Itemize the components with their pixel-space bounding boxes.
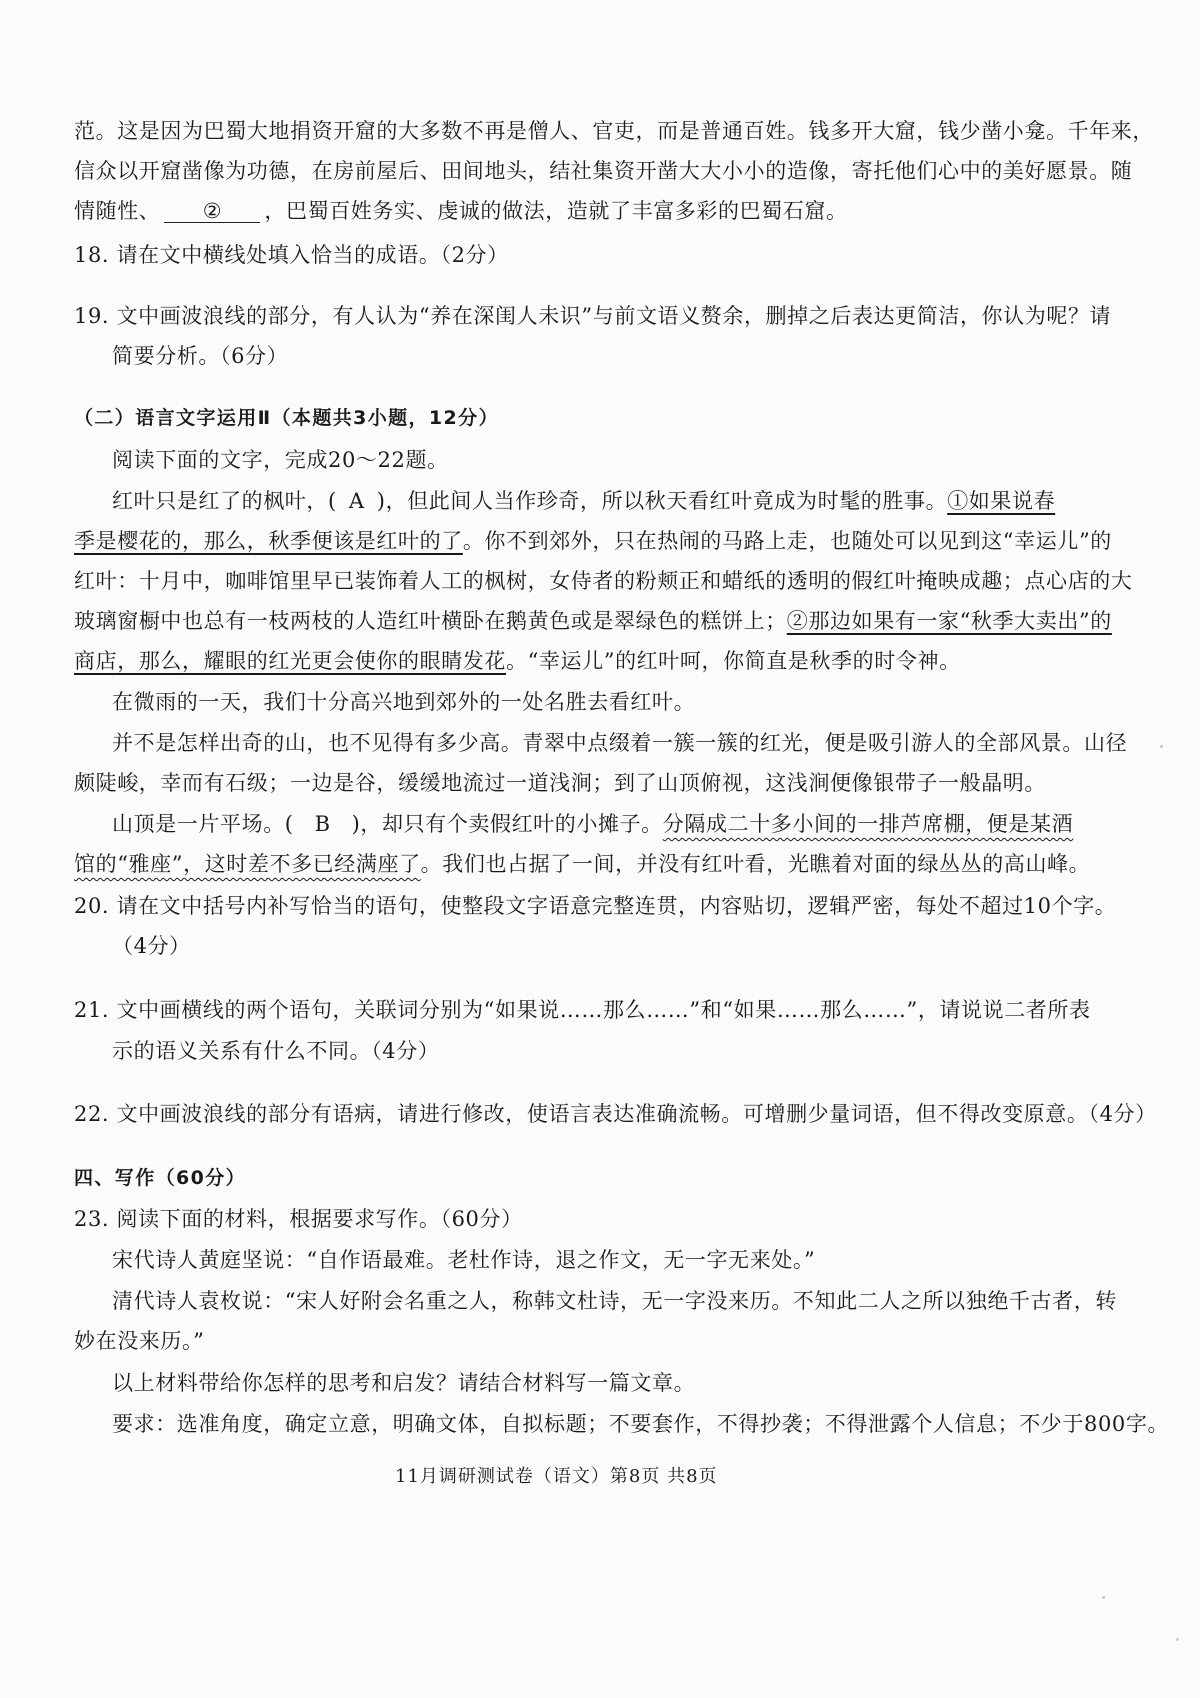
passage-line-1: 范。这是因为巴蜀大地捐资开窟的大多数不再是僧人、官吏，而是普通百姓。钱多开大窟，钱少凿小龛。千年来， [74, 119, 1154, 143]
reading-p1-line-2 [74, 527, 1112, 555]
section-4-heading: 四、写作（60分） [74, 1167, 247, 1189]
writing-requirements: 要求：选准角度，确定立意，明确文体，自拟标题；不要套作，不得抄袭；不得泄露个人信息；不少于800字。 [112, 1412, 1170, 1436]
question-21-line-2: 示的语义关系有什么不同。（4分） [112, 1039, 440, 1063]
page-footer: 11月调研测试卷（语文）第8页 共8页 [395, 1466, 718, 1487]
passage-line-2: 信众以开窟凿像为功德，在房前屋后、田间地头，结社集资开凿大大小小的造像，寄托他们心中的美好愿景。随 [74, 159, 1133, 183]
reading-p1-line-5 [74, 647, 961, 675]
scan-speck [1160, 745, 1163, 748]
question-19-line-1: 19. 文中画波浪线的部分，有人认为“养在深闺人未识”与前文语义赘余，删掉之后表达更简洁，你认为呢？请 [74, 304, 1112, 328]
question-22: 22. 文中画波浪线的部分有语病，请进行修改，使语言表达准确流畅。可增删少量词语，但不得改变原意。（4分） [74, 1102, 1157, 1126]
reading-p1-l5-b: 。“幸运儿”的红叶呵，你简直是秋季的时令神。 [506, 649, 961, 673]
idiom-blank-2: ② [164, 200, 260, 223]
material-quote-2-line-1: 清代诗人袁枚说：“宋人好附会名重之人，称韩文杜诗，无一字没来历。不知此二人之所以独绝千古者，转 [112, 1289, 1117, 1313]
question-23: 23. 阅读下面的材料，根据要求写作。（60分） [74, 1207, 523, 1231]
scan-speck [1102, 1596, 1105, 1599]
blank-marker-a: A [348, 489, 365, 513]
reading-p4-l1-a: 山顶是一片平场。( [112, 812, 294, 836]
reading-p4-l1-b: )，却只有个卖假红叶的小摊子。 [351, 812, 663, 836]
question-21-line-1: 21. 文中画横线的两个语句，关联词分别为“如果说……那么……”和“如果……那么……”，请说说二者所表 [74, 998, 1091, 1022]
section-2-instruction: 阅读下面的文字，完成20～22题。 [112, 448, 449, 472]
reading-p1-l2-b: 。你不到郊外，只在热闹的马路上走，也随处可以见到这“幸运儿”的 [462, 529, 1112, 553]
passage-line-3 [74, 197, 848, 225]
underlined-sentence-1-start: ①如果说春 [947, 489, 1056, 513]
question-20-line-1: 20. 请在文中括号内补写恰当的语句，使整段文字语意完整连贯，内容贴切，逻辑严密，每处不超过10个字。 [74, 894, 1117, 918]
reading-p1-l1-a: 红叶只是红了的枫叶，( [112, 489, 337, 513]
wavy-sentence-end: 馆的“雅座”，这时差不多已经满座了 [74, 852, 421, 876]
question-18: 18. 请在文中横线处填入恰当的成语。（2分） [74, 243, 509, 267]
passage-line-3-pre: 情随性、 [74, 199, 161, 223]
reading-p1-line-3: 红叶：十月中，咖啡馆里早已装饰着人工的枫树，女侍者的粉颊正和蜡纸的透明的假红叶掩映成趣；点心店的大 [74, 569, 1133, 593]
underlined-sentence-1-end: 季是樱花的，那么，秋季便该是红叶的了 [74, 529, 463, 553]
section-2-heading: （二）语言文字运用Ⅱ（本题共3小题，12分） [74, 407, 499, 429]
scan-speck [1176, 1638, 1179, 1641]
reading-p4-line-2 [74, 850, 1090, 878]
passage-line-3-post: ，巴蜀百姓务实、虔诚的做法，造就了丰富多彩的巴蜀石窟。 [264, 199, 848, 223]
reading-p2: 在微雨的一天，我们十分高兴地到郊外的一处名胜去看红叶。 [112, 690, 696, 714]
blank-marker-b: B [314, 812, 331, 836]
underlined-sentence-2-start: ②那边如果有一家“秋季大卖出”的 [786, 609, 1112, 633]
reading-p1-line-1 [112, 487, 1055, 515]
writing-prompt: 以上材料带给你怎样的思考和启发？请结合材料写一篇文章。 [112, 1371, 696, 1395]
reading-p4-l2-b: 。我们也占据了一间，并没有红叶看，光瞧着对面的绿丛丛的高山峰。 [420, 852, 1091, 876]
question-20-line-2: （4分） [112, 934, 191, 958]
material-quote-1: 宋代诗人黄庭坚说：“自作语最难。老杜作诗，退之作文，无一字无来处。” [112, 1248, 816, 1272]
question-19-line-2: 简要分析。（6分） [112, 344, 289, 368]
underlined-sentence-2-end: 商店，那么，耀眼的红光更会使你的眼睛发花 [74, 649, 506, 673]
reading-p3-line-1: 并不是怎样出奇的山，也不见得有多少高。青翠中点缀着一簇一簇的红光，便是吸引游人的全部风景。山径 [112, 731, 1128, 755]
reading-p3-line-2: 颇陡峻，幸而有石级；一边是谷，缓缓地流过一道浅涧；到了山顶俯视，这浅涧便像银带子一般晶明。 [74, 771, 1046, 795]
reading-p4-line-1 [112, 810, 1073, 838]
material-quote-2-line-2: 妙在没来历。” [74, 1329, 205, 1353]
reading-p1-l1-b: )，但此间人当作珍奇，所以秋天看红叶竟成为时髦的胜事。 [376, 489, 948, 513]
wavy-sentence-start: 分隔成二十多小间的一排芦席棚，便是某酒 [662, 812, 1074, 836]
reading-p1-line-4 [74, 607, 1112, 635]
reading-p1-l4-a: 玻璃窗橱中也总有一枝两枝的人造红叶横卧在鹅黄色或是翠绿色的糕饼上； [74, 609, 787, 633]
